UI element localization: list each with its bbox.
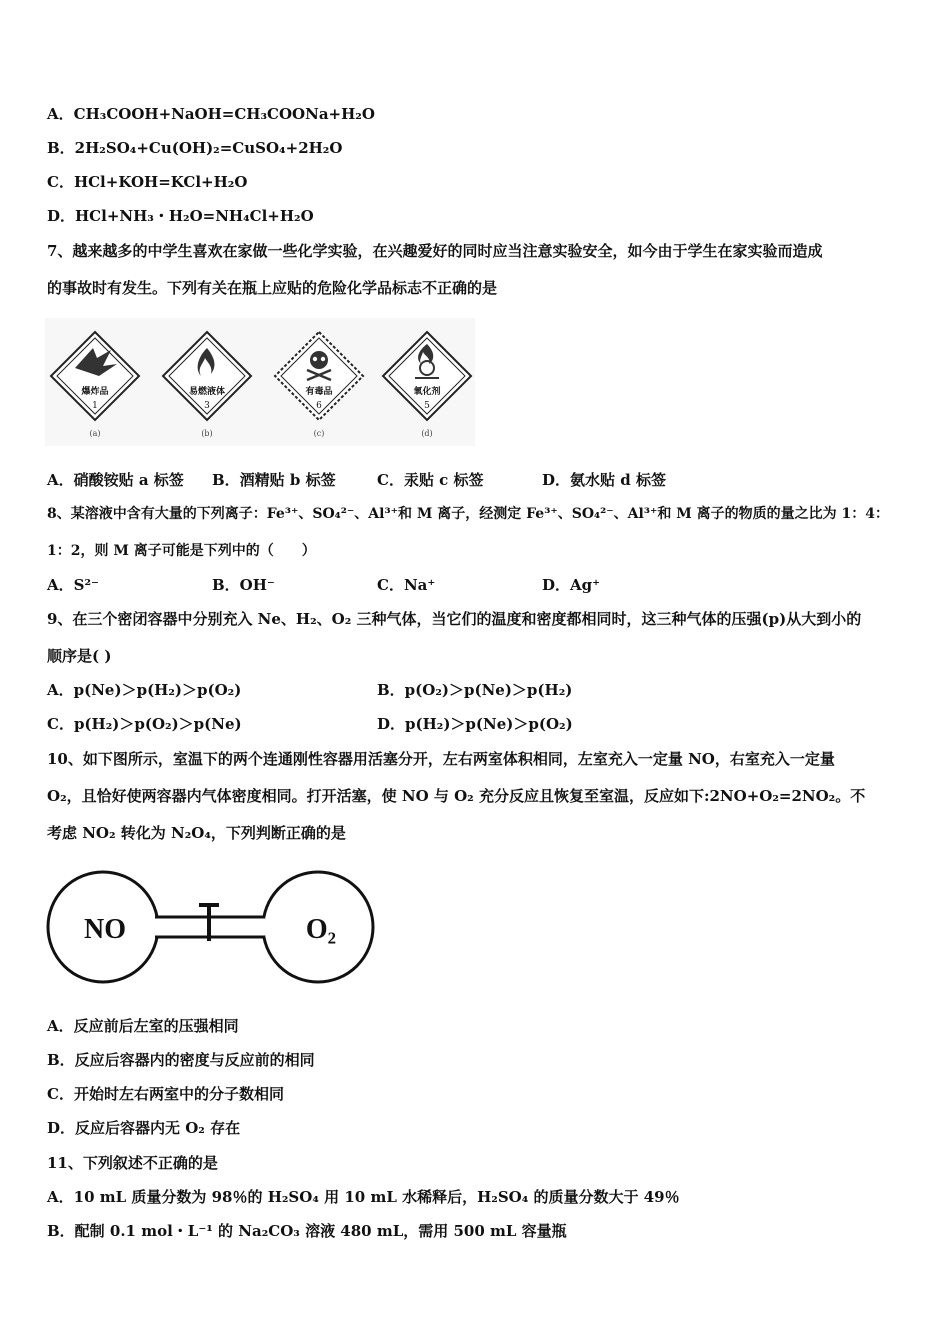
q6-option-b: B．2H₂SO₄+Cu(OH)₂=CuSO₄+2H₂O <box>47 139 343 157</box>
sign-d-caption: (d) <box>421 429 433 438</box>
q7-option-b: B．酒精贴 b 标签 <box>212 471 336 489</box>
connected-containers-diagram <box>45 865 380 990</box>
q6-option-a: A．CH₃COOH+NaOH=CH₃COONa+H₂O <box>47 105 375 123</box>
hazard-signs-figure <box>45 318 475 446</box>
q10-option-a: A．反应前后左室的压强相同 <box>47 1017 239 1035</box>
q9-option-b: B．p(O₂)＞p(Ne)＞p(H₂) <box>377 681 573 699</box>
q11-stem: 11、下列叙述不正确的是 <box>47 1154 218 1172</box>
sign-a-caption: (a) <box>89 429 101 438</box>
sign-d-label: 氧化剂 <box>413 387 441 397</box>
q8-stem-line2: 1：2，则 M 离子可能是下列中的（ ） <box>47 543 316 559</box>
q9-stem-line1: 9、在三个密闭容器中分别充入 Ne、H₂、O₂ 三种气体，当它们的温度和密度都相同时，这三种气体的压强(p)从大到小的 <box>47 610 862 628</box>
q10-stem-line3: 考虑 NO₂ 转化为 N₂O₄，下列判断正确的是 <box>47 824 346 842</box>
q6-option-d: D．HCl+NH₃・H₂O=NH₄Cl+H₂O <box>47 207 314 225</box>
q7-option-a: A．硝酸铵贴 a 标签 <box>47 471 184 489</box>
sign-d-number: 5 <box>424 401 430 411</box>
sign-b-number: 3 <box>204 401 210 411</box>
q10-option-b: B．反应后容器内的密度与反应前的相同 <box>47 1051 315 1069</box>
q9-option-d: D．p(H₂)＞p(Ne)＞p(O₂) <box>377 715 573 733</box>
right-chamber-label: O₂ <box>305 914 337 945</box>
q8-stem-line1: 8、某溶液中含有大量的下列离子：Fe³⁺、SO₄²⁻、Al³⁺和 M 离子，经测定 Fe³⁺、SO₄²⁻、Al³⁺和 M 离子的物质的量之比为 1：4： <box>47 506 889 522</box>
q9-options-row2 <box>47 713 573 734</box>
sign-a-label: 爆炸品 <box>81 387 109 397</box>
q9-stem-line2: 顺序是( ) <box>47 647 112 665</box>
sign-b-caption: (b) <box>201 429 213 438</box>
q11-option-a: A．10 mL 质量分数为 98％的 H₂SO₄ 用 10 mL 水稀释后，H₂SO₄ 的质量分数大于 49％ <box>47 1188 680 1206</box>
q9-options-row1 <box>47 679 572 700</box>
q8-option-a: A．S²⁻ <box>47 576 99 594</box>
q7-stem-line1: 7、越来越多的中学生喜欢在家做一些化学实验，在兴趣爱好的同时应当注意实验安全，如今由于学生在家实验而造成 <box>47 242 823 260</box>
sign-b-label: 易燃液体 <box>188 387 226 397</box>
q10-stem-line1: 10、如下图所示，室温下的两个连通刚性容器用活塞分开，左右两室体积相同，左室充入一定量 NO，右室充入一定量 <box>47 750 835 768</box>
q10-option-c: C．开始时左右两室中的分子数相同 <box>47 1085 284 1103</box>
q7-option-d: D．氨水贴 d 标签 <box>542 471 666 489</box>
q11-option-b: B．配制 0.1 mol・L⁻¹ 的 Na₂CO₃ 溶液 480 mL，需用 500 mL 容量瓶 <box>47 1222 567 1240</box>
q6-option-c: C．HCl+KOH=KCl+H₂O <box>47 173 248 191</box>
left-chamber-label: NO <box>84 914 126 945</box>
q8-option-c: C．Na⁺ <box>377 576 436 594</box>
sign-c-label: 有毒品 <box>305 387 333 397</box>
q8-options <box>47 574 600 595</box>
q10-option-d: D．反应后容器内无 O₂ 存在 <box>47 1119 241 1137</box>
q9-option-c: C．p(H₂)＞p(O₂)＞p(Ne) <box>47 715 242 733</box>
sign-c-caption: (c) <box>313 429 325 438</box>
q9-option-a: A．p(Ne)＞p(H₂)＞p(O₂) <box>47 681 242 699</box>
q8-option-b: B．OH⁻ <box>212 576 275 594</box>
sign-a-number: 1 <box>92 401 98 411</box>
sign-c-number: 6 <box>316 401 322 411</box>
q7-stem-line2: 的事故时有发生。下列有关在瓶上应贴的危险化学品标志不正确的是 <box>47 279 498 297</box>
q7-option-c: C．汞贴 c 标签 <box>377 471 484 489</box>
q10-stem-line2: O₂，且恰好使两容器内气体密度相同。打开活塞，使 NO 与 O₂ 充分反应且恢复至室温，反应如下:2NO+O₂=2NO₂。不 <box>47 787 866 805</box>
q8-option-d: D．Ag⁺ <box>542 576 601 594</box>
q7-options <box>47 469 666 490</box>
